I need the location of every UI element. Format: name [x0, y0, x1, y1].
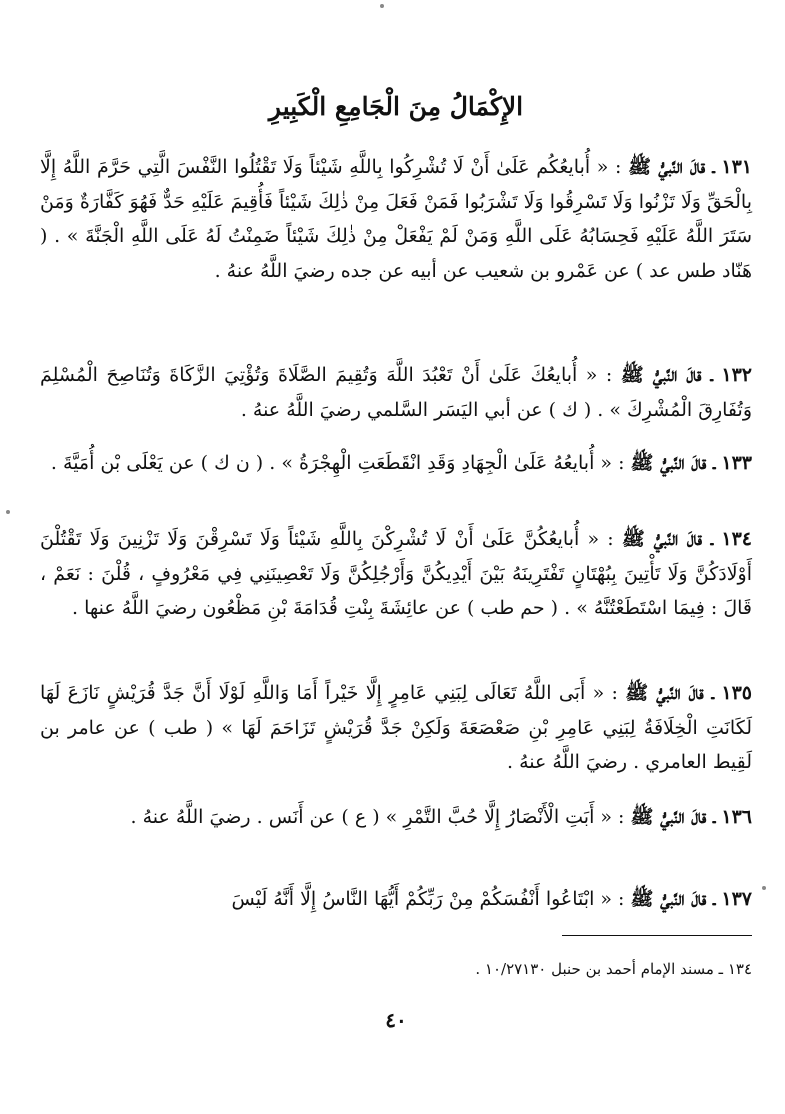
hadith-text: : « أُبايعُكُم عَلَىٰ أَنْ لَا تُشْرِكُوا بِاللَّهِ شَيْئاً وَلَا تَقْتُلُوا النَّفْسَ الَّتِي حَرَّمَ اللَّهُ إِلَّا بِالْحَقِّ وَلَا تَزْنُوا وَلَا تَسْرِقُوا وَلَا تَشْرَبُوا فَمَنْ فَعَلَ مِنْ ذٰلِكَ شَيْئاً فَأُقِيمَ عَلَيْهِ حَدٌّ فَهُوَ كَفَّارَةٌ وَمَنْ سَتَرَ اللَّهُ عَلَيْهِ فَحِسَابُهُ عَلَى اللَّهِ وَمَنْ لَمْ يَفْعَلْ مِنْ ذٰلِكَ شَيْئاً ضَمِنْتُ لَهُ عَلَى اللَّهِ الْجَنَّةَ »: [40, 156, 752, 247]
hadith-entry-131: [40, 150, 752, 288]
hadith-entry-133: [40, 446, 752, 481]
entry-number: ١٣٧: [721, 888, 752, 910]
entry-lead: ـ قالَ النَّبيُّ ﷺ: [630, 888, 716, 910]
source-citation: ( طب ) عن عامر بن لَقِيط العامري . رضيَ اللَّهُ عنهُ .: [40, 716, 752, 773]
hadith-text: : « أُبايعُكَ عَلَىٰ أَنْ تَعْبُدَ اللَّهَ وَتُقِيمَ الصَّلَاةَ وَتُؤْتِيَ الزَّكَاةَ وَتُنَاصِحَ الْمُسْلِمَ وَتُفَارِقَ الْمُشْرِكَ »: [40, 364, 752, 421]
running-header: الإِكْمَالُ مِنَ الْجَامِعِ الْكَبِيرِ: [268, 92, 524, 121]
hadith-entry-134: [40, 522, 752, 626]
entry-number: ١٣٥: [721, 682, 752, 704]
entry-lead: ـ قالَ النَّبيُّ ﷺ: [630, 806, 716, 828]
source-citation: . ( حم طب ) عن عائِشَةَ بِنْتِ قُدَامَةَ بْنِ مَظْعُون رضيَ اللَّهُ عنها .: [72, 597, 571, 619]
scan-speck: [6, 510, 10, 514]
hadith-text: : « أَبَتِ الْأَنْصَارُ إِلَّا حُبَّ التَّمْرِ »: [379, 806, 625, 828]
entry-lead: ـ قالَ النَّبيُّ ﷺ: [628, 156, 715, 178]
hadith-text: : « أُبايعُهُ عَلَىٰ الْجِهَادِ وَقَدِ انْقَطَعَتِ الْهِجْرَةُ »: [275, 452, 625, 474]
source-citation: . ( هَنّاد طس عد ) عن عَمْرو بن شعيب عن أبيه عن جده رضيَ اللَّهُ عنهُ .: [40, 225, 752, 282]
entry-number: ١٣١: [721, 156, 753, 178]
source-citation: ( ع ) عن أَنَس . رضيَ اللَّهُ عنهُ .: [130, 806, 380, 828]
hadith-entry-135: [40, 676, 752, 780]
source-citation: . ( ك ) عن أبي اليَسَر السَّلمي رضيَ اللَّهُ عنهُ .: [240, 398, 604, 421]
entry-lead: ـ قالَ النَّبيُّ ﷺ: [621, 528, 714, 550]
hadith-text: : « ابْتَاعُوا أَنْفُسَكُمْ مِنْ رَبِّكُمْ أَيُّهَا النَّاسُ إِلَّا أَنَّهُ لَيْسَ: [231, 888, 625, 910]
entry-lead: ـ قالَ النَّبيُّ ﷺ: [630, 452, 716, 474]
hadith-entry-136: [40, 800, 752, 835]
hadith-entry-137: [40, 882, 752, 917]
entry-lead: ـ قالَ النَّبيُّ ﷺ: [620, 364, 713, 386]
hadith-text: : « أَبَى اللَّهُ تَعَالَى لِبَنِي عَامِرٍ إِلَّا خَيْراً أَمَا وَاللَّهِ لَوْلَا أَنَّ جَدَّ قُرَيْشٍ نَازَعَ لَهَا لَكَانَتِ الْخِلَافَةُ لِبَنِي عَامِرِ بْنِ صَعْصَعَةَ وَلَكِنْ جَدَّ قُرَيْشٍ تَزَاحَمَ لَهَا »: [40, 682, 752, 739]
scan-speck: [762, 886, 766, 890]
entry-lead: ـ قالَ النَّبيُّ ﷺ: [625, 682, 715, 704]
entry-number: ١٣٢: [721, 364, 753, 386]
entry-number: ١٣٤: [721, 528, 753, 550]
entry-number: ١٣٦: [721, 806, 752, 828]
entry-number: ١٣٣: [721, 452, 752, 474]
footnote-divider: [562, 935, 752, 936]
document-page: [40, 0, 752, 1114]
hadith-text: : « أُبايعُكُنَّ عَلَىٰ أَنْ لَا تُشْرِكْنَ بِاللَّهِ شَيْئاً وَلَا تَسْرِقْنَ وَلَا تَزْنِينَ وَلَا تَقْتُلْنَ أَوْلَادَكُنَّ وَلَا تَأْتِينَ بِبُهْتَانٍ تَفْتَرِينَهُ بَيْنَ أَيْدِيكُنَّ وَأَرْجُلِكُنَّ وَلَا تَعْصِينَنِي فِي مَعْرُوفٍ ، قُلْنَ : نَعَمْ ، قَالَ : فِيمَا اسْتَطَعْتُنَّهُ »: [40, 528, 752, 619]
footnote: ١٣٤ ـ مسند الإمام أحمد بن حنبل ١٠/٢٧١٣٠ .: [475, 960, 752, 978]
hadith-entry-132: [40, 358, 752, 427]
scan-speck: [380, 4, 384, 8]
page-number: ٤٠: [385, 1008, 407, 1032]
source-citation: . ( ن ك ) عن يَعْلَى بْن أُمَيَّةَ .: [50, 452, 276, 474]
